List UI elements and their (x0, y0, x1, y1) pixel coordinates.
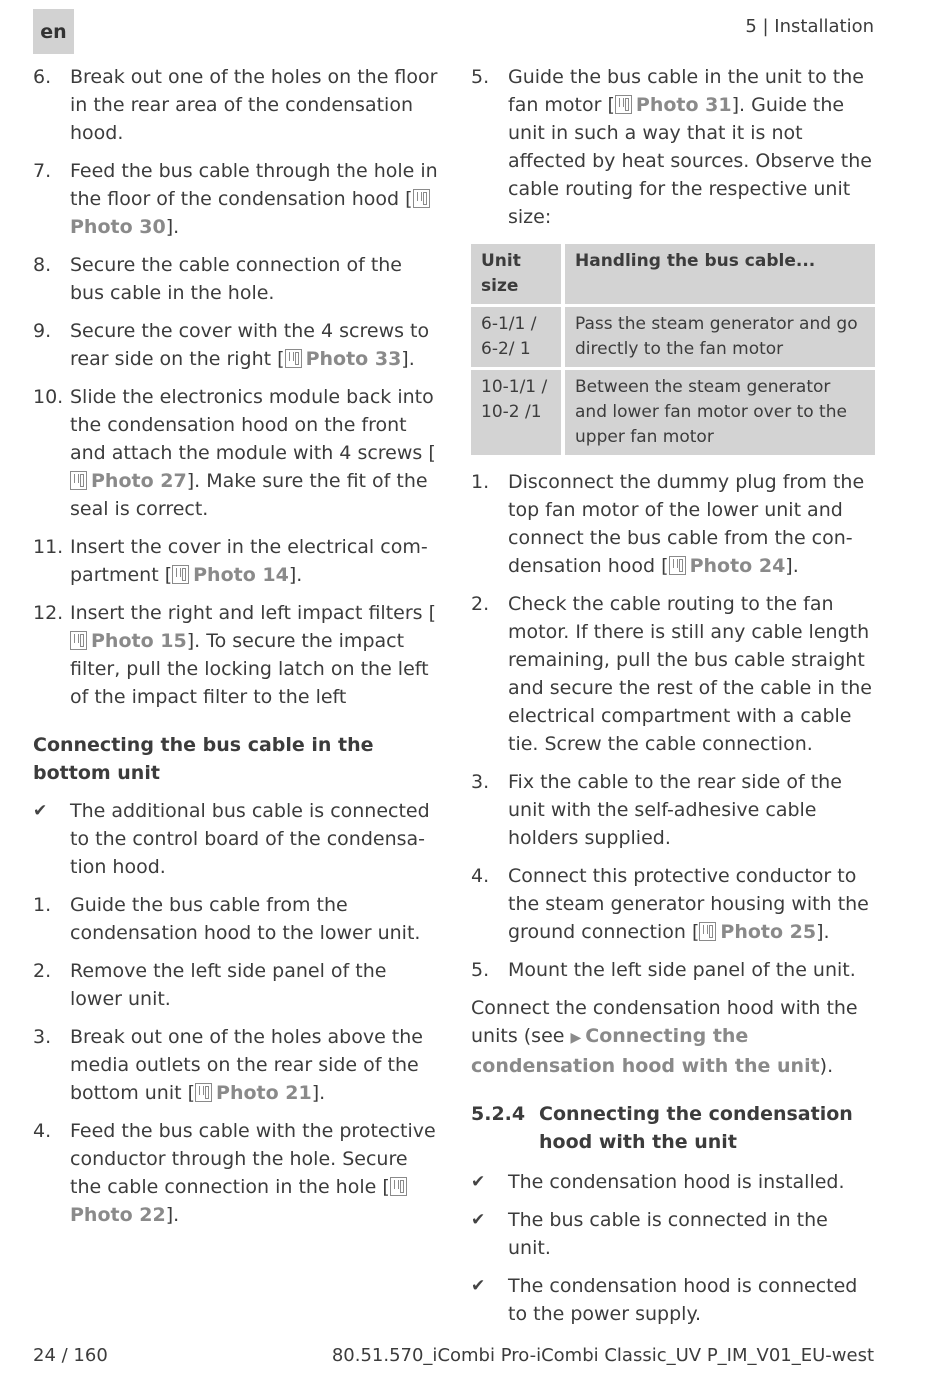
step-b-2 (33, 957, 438, 1013)
step-number: 7. (33, 160, 52, 182)
precondition-text: The additional bus cable is connected to the control board of the condensation hood. (70, 800, 430, 878)
step-number: 2. (471, 593, 490, 615)
step-text-wrap (70, 599, 438, 711)
table-cell: Between the steam generator and lower fan motor over to the upper fan motor (565, 370, 875, 455)
ref-open: [ (382, 1176, 390, 1198)
ref-open: [ (277, 348, 285, 370)
ref-close: ]. To secure the impact filter, pull the locking latch on the left of the impact filter to the left (70, 630, 429, 708)
step-6 (33, 63, 438, 147)
ref-open: [ (187, 1082, 196, 1104)
ref-close: ]. (401, 348, 415, 370)
precondition-text: The condensation hood is installed. (508, 1171, 845, 1193)
right-column (471, 63, 875, 1338)
ref-close: ]. (165, 216, 180, 238)
photo-icon (669, 556, 686, 575)
table-cell: 6-1/1 / 6-2/ 1 (471, 307, 565, 367)
left-column (33, 63, 438, 1239)
ref-open: [ (428, 602, 437, 624)
ref-open: [ (164, 564, 173, 586)
checkmark-icon: ✔ (33, 801, 48, 821)
photo-ref-link[interactable]: Photo 14 (193, 564, 289, 586)
photo-ref-link[interactable]: Photo 15 (91, 630, 187, 652)
paragraph-text: Connect the condensation hood with the units (see (471, 997, 858, 1047)
document-id: 80.51.570_iCombi Pro-iCombi Classic_UV P_IM_V01_EU-west (331, 1345, 874, 1366)
precondition-item (33, 797, 438, 881)
checkmark-icon: ✔ (471, 1210, 486, 1230)
step-text-wrap (70, 533, 438, 589)
photo-ref-link[interactable]: Photo 24 (689, 555, 786, 577)
step-text-wrap (70, 157, 438, 241)
step-text: Feed the bus cable through the hole in the floor of the condensation hood (70, 160, 438, 210)
step-9 (33, 317, 438, 373)
step-text: Connect this protective conductor to the steam generator housing with the ground connection (508, 865, 869, 943)
step-r-5 (471, 956, 875, 984)
ref-open: [ (661, 555, 669, 577)
step-7 (33, 157, 438, 241)
precondition-text: The bus cable is connected in the unit. (508, 1209, 828, 1259)
step-11 (33, 533, 438, 589)
step-text: Guide the bus cable in the unit to the fan motor (508, 66, 864, 116)
ref-close: ]. (165, 1204, 180, 1226)
ref-open: [ (607, 94, 615, 116)
step-number: 4. (471, 865, 490, 887)
step-text: Secure the cover with the 4 screws to rear side on the right (70, 320, 430, 370)
step-number: 1. (471, 471, 490, 493)
photo-ref-link[interactable]: Photo 22 (70, 1204, 166, 1226)
paragraph-text-end: ). (819, 1055, 834, 1077)
step-text: Mount the left side panel of the unit. (508, 959, 856, 981)
step-number: 4. (33, 1120, 52, 1142)
step-text: Check the cable routing to the fan motor. If there is still any cable length remaining, pull the bus cable straight and secure the rest of the cable in the electrical compartment with a cable tie. Screw the cable connection. (508, 593, 872, 755)
ref-close: ]. (311, 1082, 326, 1104)
photo-ref-link[interactable]: Photo 27 (91, 470, 187, 492)
step-number: 1. (33, 894, 52, 916)
step-text: Fix the cable to the rear side of the unit with the self-adhesive cable holders supplied. (508, 771, 842, 849)
checkmark-icon: ✔ (471, 1172, 486, 1192)
step-text: Guide the bus cable from the condensation hood to the lower unit. (70, 894, 421, 944)
table-cell: 10-1/1 / 10-2 /1 (471, 370, 565, 455)
step-number: 6. (33, 66, 52, 88)
step-number: 5. (471, 959, 490, 981)
precondition-item (471, 1168, 875, 1196)
unit-size-table (471, 241, 875, 458)
step-b-1 (33, 891, 438, 947)
step-text-wrap (508, 862, 875, 946)
ref-open: [ (428, 442, 436, 464)
step-text: Break out one of the holes above the media outlets on the rear side of the bottom unit (70, 1026, 423, 1104)
step-text: Feed the bus cable with the protective conductor through the hole. Secure the cable connection in the hole (70, 1120, 436, 1198)
language-tab: en (33, 9, 74, 54)
step-number: 8. (33, 254, 52, 276)
page-number: 24 / 160 (33, 1345, 108, 1366)
step-text: Disconnect the dummy plug from the top fan motor of the lower unit and connect the bus cable from the condensation hood (508, 471, 865, 577)
ref-close: ]. (816, 921, 830, 943)
step-number: 3. (33, 1026, 52, 1048)
step-number: 10. (33, 386, 64, 408)
step-r-3 (471, 768, 875, 852)
checkmark-icon: ✔ (471, 1276, 486, 1296)
step-12 (33, 599, 438, 711)
photo-icon (70, 471, 87, 490)
photo-icon (285, 349, 302, 368)
precondition-item (471, 1272, 875, 1328)
step-text-wrap (70, 1117, 438, 1229)
step-number: 9. (33, 320, 52, 342)
subheading-bus-cable-bottom-unit: Connecting the bus cable in the bottom unit (33, 734, 374, 784)
ref-close: ]. Make sure the fit of the seal is correct. (70, 470, 428, 520)
step-r-4 (471, 862, 875, 946)
ref-open: [ (405, 188, 413, 210)
step-text-wrap (70, 317, 438, 373)
table-row (471, 370, 875, 455)
step-5-guide (471, 63, 875, 231)
section-header: 5 | Installation (745, 16, 874, 37)
photo-icon (70, 631, 87, 650)
cross-reference-link[interactable]: Connecting the condensation hood with the unit (471, 1025, 820, 1077)
ref-close: ]. (785, 555, 799, 577)
step-number: 3. (471, 771, 490, 793)
step-text: Break out one of the holes on the floor in the rear area of the condensation hood. (70, 66, 438, 144)
step-number: 5. (471, 66, 490, 88)
step-text: Slide the electronics module back into the condensation hood on the front and attach the module with 4 screws (70, 386, 434, 464)
section-heading (471, 1100, 875, 1156)
ref-close: ]. Guide the unit in such a way that it is not affected by heat sources. Observe the cable routing for the respective unit size: (508, 94, 872, 228)
step-text: Insert the cover in the electrical compartment (70, 536, 428, 586)
photo-icon (615, 95, 632, 114)
step-number: 2. (33, 960, 52, 982)
step-text: Insert the right and left impact filters (70, 602, 423, 624)
table-row (471, 307, 875, 367)
photo-icon (390, 1177, 407, 1196)
ref-open: [ (692, 921, 700, 943)
step-r-2 (471, 590, 875, 758)
photo-ref-link[interactable]: Photo 21 (216, 1082, 312, 1104)
section-number: 5.2.4 (471, 1103, 526, 1125)
step-r-1 (471, 468, 875, 580)
step-b-4 (33, 1117, 438, 1229)
step-text: Remove the left side panel of the lower unit. (70, 960, 387, 1010)
step-text-wrap (70, 1023, 438, 1107)
step-text: Secure the cable connection of the bus cable in the hole. (70, 254, 402, 304)
photo-ref-link[interactable]: Photo 30 (70, 216, 166, 238)
table-header-row (471, 244, 875, 304)
step-10 (33, 383, 438, 523)
step-text-wrap (508, 468, 875, 580)
photo-icon (172, 565, 189, 584)
precondition-item (471, 1206, 875, 1262)
section-title: Connecting the condensation hood with the unit (539, 1103, 853, 1153)
step-text-wrap (508, 63, 875, 231)
table-header-cell: Unit size (471, 244, 565, 304)
step-b-3 (33, 1023, 438, 1107)
table-header-cell: Handling the bus cable... (565, 244, 875, 304)
photo-ref-link[interactable]: Photo 33 (305, 348, 402, 370)
photo-icon (195, 1083, 212, 1102)
step-number: 12. (33, 602, 64, 624)
table-cell: Pass the steam generator and go directly to the fan motor (565, 307, 875, 367)
connect-paragraph (471, 994, 875, 1080)
step-8 (33, 251, 438, 307)
link-arrow-icon: ▶ (570, 1030, 582, 1046)
ref-close: ]. (288, 564, 303, 586)
step-number: 11. (33, 536, 64, 558)
photo-icon (413, 189, 430, 208)
step-text-wrap (70, 383, 438, 523)
precondition-text: The condensation hood is connected to the power supply. (508, 1275, 858, 1325)
photo-ref-link[interactable]: Photo 31 (635, 94, 732, 116)
photo-ref-link[interactable]: Photo 25 (720, 921, 817, 943)
photo-icon (699, 922, 716, 941)
